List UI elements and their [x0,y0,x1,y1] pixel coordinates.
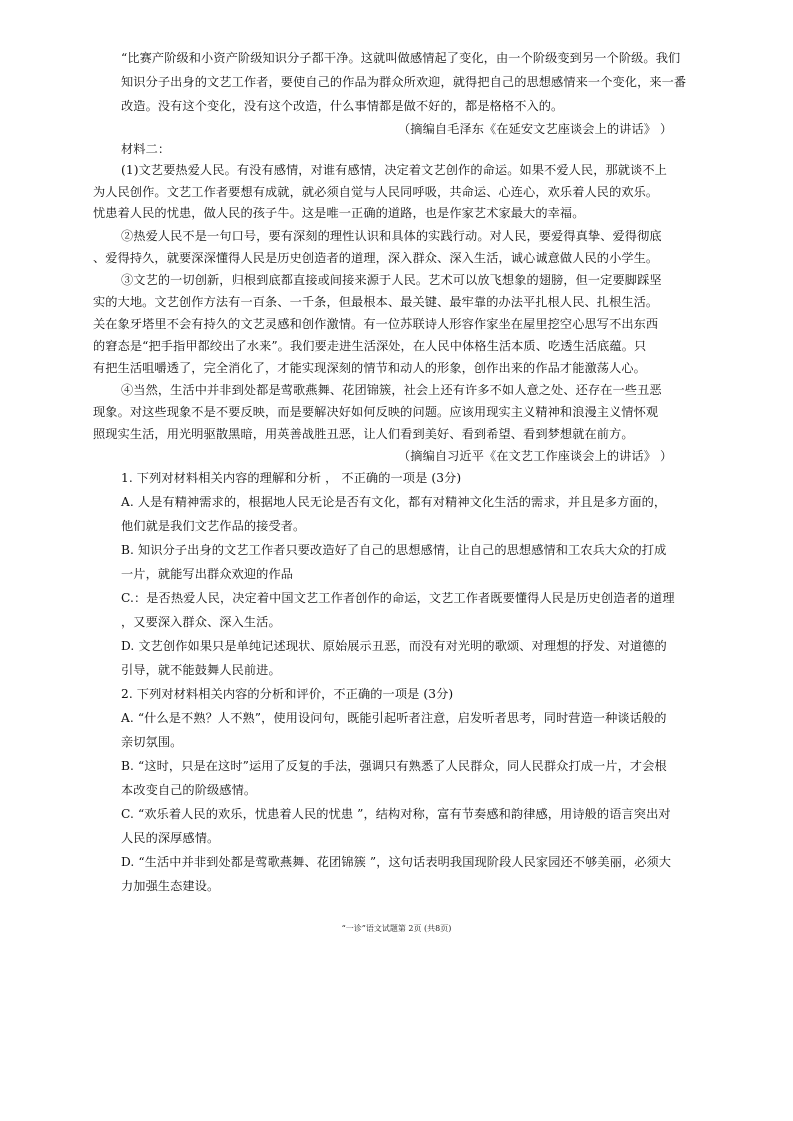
option-c: C.：是否热爱人民，决定着中国文艺工作者创作的命运，文艺工作者既要懂得人民是历史创造者的道理 [121,591,675,605]
option-c-cont: ，又要深入群众、深入生活。 [121,615,281,629]
option-b: B. “这时，只是在这时”运用了反复的手法，强调只有熟悉了人民群众，同人民群众打成一片，才会根 [121,759,667,773]
material2-p1-line: (1)文艺要热爱人民。有没有感情，对谁有感情，决定着文艺创作的命运。如果不爱人民，那就谈不上 [121,163,667,177]
option-b-cont: 一片，就能写出群众欢迎的作品 [121,567,294,581]
passage1-line: 改造。没有这个变化，没有这个改造，什么事情都是做不好的，都是格格不入的。 [121,99,564,113]
option-b: B. 知识分子出身的文艺工作者只要改造好了自己的思想感情，让自己的思想感情和工农兵大众的打成 [121,543,667,557]
option-d-cont: 引导，就不能鼓舞人民前进。 [121,663,281,677]
material2-p1-line: 为人民创作。文艺工作者要想有成就，就必须自觉与人民同呼吸，共命运、心连心，欢乐着人民的欢乐。 [93,185,659,199]
material2-heading: 材料二： [121,142,171,156]
question-stem: 1. 下列对材料相关内容的理解和分析 ， 不正确的一项是 (3分) [121,471,462,485]
option-d-cont: 力加强生态建设。 [121,879,220,893]
material2-p4-line: ④当然，生活中并非到处都是莺歌燕舞、花团锦簇，社会上还有许多不如人意之处、还存在一些丑恶 [121,383,662,397]
page-footer: “一诊”语文试题第 2页 (共8页) [341,924,452,933]
material2-p4-line: 现象。对这些现象不是不要反映，而是要解决好如何反映的问题。应该用现实主义精神和浪漫主义情怀观 [93,405,659,419]
option-a: A. “什么是不熟？人不熟”，使用设问句，既能引起听者注意，启发听者思考，同时营造一种谈话般的 [121,711,667,725]
option-a-cont: 他们就是我们文艺作品的接受者。 [121,519,306,533]
option-a: A. 人是有精神需求的，根据地人民无论是否有文化，都有对精神文化生活的需求，并且是多方面的， [121,495,667,509]
material2-source: （摘编自习近平《在文艺工作座谈会上的讲话》 ） [398,449,673,463]
option-d: D. “生活中并非到处都是莺歌燕舞、花团锦簇 ”，这句话表明我国现阶段人民家园还不够美丽，必须大 [121,855,672,869]
material2-p3-line: ③文艺的一切创新，归根到底都直接或间接来源于人民。艺术可以放飞想象的翅膀，但一定要脚踩坚 [121,273,662,287]
option-b-cont: 本改变自己的阶级感情。 [121,783,257,797]
passage1-line: 知识分子出身的文艺工作者，要使自己的作品为群众所欢迎，就得把自己的思想感情来一个变化，来一番 [121,75,687,89]
option-a-cont: 亲切氛围。 [121,735,183,749]
option-c: C. “欢乐着人民的欢乐，忧患着人民的忧患 ”，结构对称，富有节奏感和韵律感，用诗般的语言突出对 [121,807,671,821]
material2-p1-line: 忧患着人民的忧患，做人民的孩子牛。这是唯一正确的道路，也是作家艺术家最大的幸福。 [93,206,585,220]
question-stem: 2. 下列对材料相关内容的分析和评价，不正确的一项是 (3分) [121,687,454,701]
material2-p4-line: 照现实生活，用光明驱散黑暗，用英善战胜丑恶，让人们看到美好、看到希望、看到梦想就在前方。 [93,427,634,441]
material2-p3-line: 实的大地。文艺创作方法有一百条、一千条，但最根本、最关键、最牢靠的办法平扎根人民、扎根生活。 [93,295,659,309]
option-d: D. 文艺创作如果只是单纯记述现状、原始展示丑恶，而没有对光明的歌颂、对理想的抒发、对道德的 [121,639,667,653]
passage1-source: （摘编自毛泽东《在延安文艺座谈会上的讲话》 ） [398,122,673,136]
material2-p3-line: 的窘态是“把手指甲都绞出了水来”。我们要走进生活深处，在人民中体格生活本质、吃透生活底蕴。只 [93,339,647,353]
material2-p3-line: 关在象牙塔里不会有持久的文艺灵感和创作激情。有一位苏联诗人形容作家坐在屋里挖空心思写不出东西 [93,317,659,331]
material2-p2-line: ②热爱人民不是一句口号，要有深刻的理性认识和具体的实践行动。对人民，要爱得真挚、爱得彻底 [121,229,662,243]
passage1-line: “比赛产阶级和小资产阶级知识分子都干净。这就叫做感情起了变化，由一个阶级变到另一个阶级。我们 [121,51,681,65]
option-c-cont: 人民的深厚感情。 [121,831,220,845]
material2-p2-line: 、爱得持久，就要深深懂得人民是历史创造者的道理，深入群众、深入生活，诚心诚意做人民的小学生。 [93,251,659,265]
material2-p3-line: 有把生活咀嚼透了，完全消化了，才能实现深刻的情节和动人的形象，创作出来的作品才能激荡人心。 [93,361,646,375]
